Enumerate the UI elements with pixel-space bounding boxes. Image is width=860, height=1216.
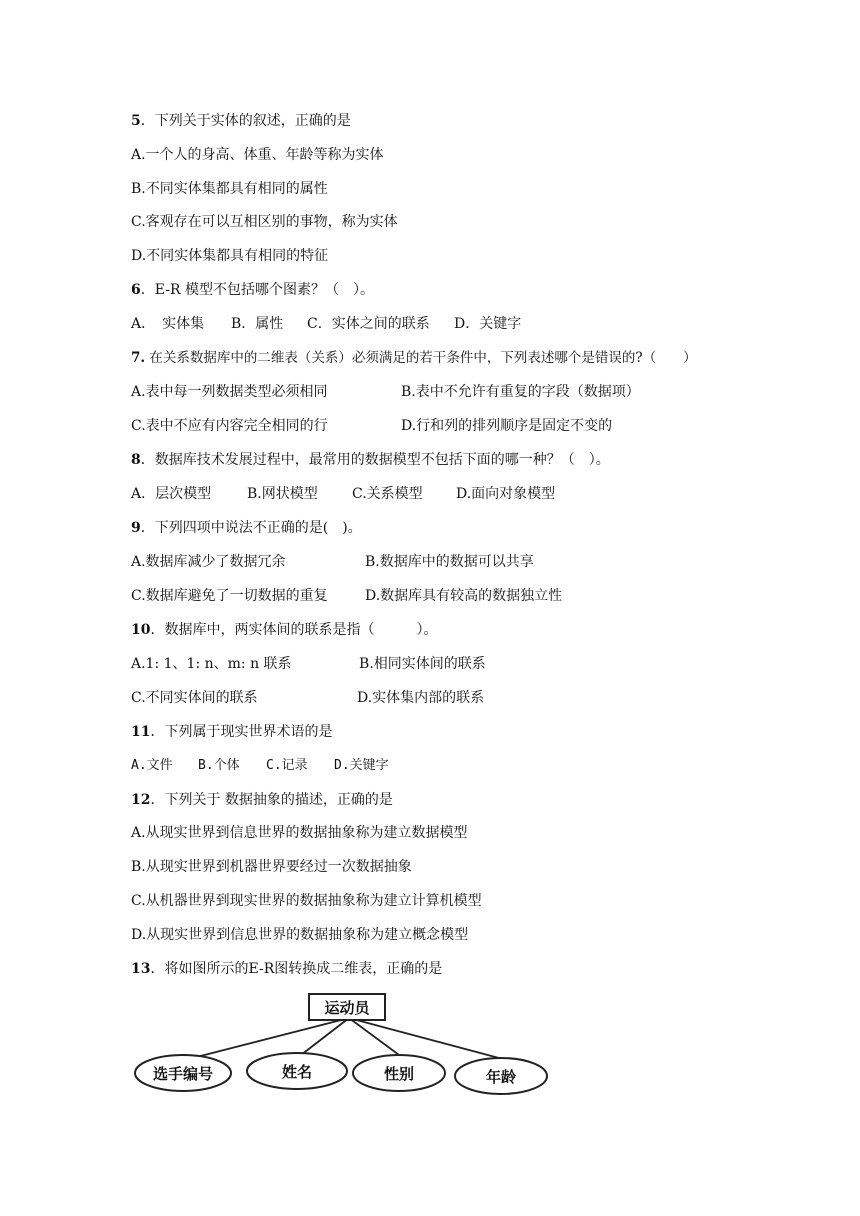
option-7d: D.行和列的排列顺序是固定不变的 [401,418,613,434]
question-text: ．数据库技术发展过程中，最常用的数据模型不包括下面的哪一种？（ ）。 [140,452,610,468]
option-11c: C.记录 [266,758,308,773]
option-10b: B.相同实体间的联系 [359,656,486,672]
option-12b: B.从现实世界到机器世界要经过一次数据抽象 [131,859,412,875]
question-11 [131,722,332,742]
er-diagram [131,988,561,1098]
er-attribute-label: 选手编号 [152,1065,214,1083]
question-13 [131,959,442,979]
option-5b: B.不同实体集都具有相同的属性 [131,181,328,197]
er-attribute-label: 年龄 [485,1068,517,1086]
option-8b: B.网状模型 [247,486,318,502]
er-attribute-label: 姓名 [281,1063,313,1081]
option-8a: A．层次模型 [131,486,212,502]
options-row-9a [131,552,534,572]
options-row-8 [131,484,555,504]
question-number: 7. [131,350,146,366]
option-11a: A.文件 [131,758,173,773]
question-number: 10 [131,622,151,638]
option-5a: A.一个人的身高、体重、年龄等称为实体 [131,147,384,163]
er-connector [349,1018,399,1055]
question-9 [131,518,362,538]
option-12d: D.从现实世界到信息世界的数据抽象称为建立概念模型 [131,927,469,943]
options-row-10c [131,688,485,708]
question-6 [131,280,374,300]
question-text: ．下列关于实体的叙述，正确的是 [140,113,351,129]
question-8 [131,450,610,470]
er-connector [181,1018,349,1061]
option-5d: D.不同实体集都具有相同的特征 [131,248,329,264]
question-12 [131,790,393,810]
question-7 [131,348,697,368]
option-12c: C.从机器世界到现实世界的数据抽象称为建立计算机模型 [131,893,482,909]
question-text: 在关系数据库中的二维表（关系）必须满足的若干条件中，下列表述哪个是错误的?（ ） [145,350,697,366]
question-text: ．将如图所示的E-R图转换成二维表，正确的是 [150,961,443,977]
options-row-11 [131,756,389,776]
question-10 [131,620,437,640]
question-text: ．下列关于 数据抽象的描述，正确的是 [150,792,393,808]
question-text: ．数据库中，两实体间的联系是指（ ）。 [150,622,438,638]
option-10a: A.1: 1、1: n、m: n 联系 [131,656,292,672]
question-text: ．下列四项中说法不正确的是( )。 [140,520,362,536]
option-6d: D．关键字 [454,316,522,332]
question-number: 6 [131,282,141,298]
option-11d: D.关键字 [334,758,389,773]
question-text: ．下列属于现实世界术语的是 [150,724,333,740]
option-5c: C.客观存在可以互相区别的事物，称为实体 [131,214,398,230]
question-number: 13 [131,961,151,977]
question-number: 5 [131,113,141,129]
option-9c: C.数据库避免了一切数据的重复 [131,588,328,604]
option-7c: C.表中不应有内容完全相同的行 [131,418,328,434]
options-row-7c [131,416,613,436]
option-9d: D.数据库具有较高的数据独立性 [365,588,563,604]
question-number: 9 [131,520,141,536]
er-entity-label: 运动员 [324,999,370,1017]
option-10d: D.实体集内部的联系 [357,690,485,706]
option-6b: B．属性 [231,316,284,332]
question-5 [131,111,351,131]
question-number: 12 [131,792,151,808]
question-number: 11 [131,724,151,740]
options-row-7a [131,382,640,402]
option-12a: A.从现实世界到信息世界的数据抽象称为建立数据模型 [131,825,468,841]
option-6a: A． 实体集 [131,316,205,332]
option-8c: C.关系模型 [352,486,423,502]
options-row-10a [131,654,486,674]
er-connector [349,1018,499,1058]
option-7b: B.表中不允许有重复的字段（数据项） [401,384,640,400]
option-9b: B.数据库中的数据可以共享 [365,554,534,570]
options-row-6 [131,314,521,334]
option-6c: C．实体之间的联系 [307,316,430,332]
option-7a: A.表中每一列数据类型必须相同 [131,384,328,400]
option-9a: A.数据库减少了数据冗余 [131,554,286,570]
option-8d: D.面向对象模型 [456,486,556,502]
question-text: ．E-R 模型不包括哪个图素？（ ）。 [140,282,374,298]
option-10c: C.不同实体间的联系 [131,690,258,706]
er-attribute-label: 性别 [383,1065,415,1083]
options-row-9c [131,586,563,606]
option-11b: B.个体 [198,758,240,773]
question-number: 8 [131,452,141,468]
